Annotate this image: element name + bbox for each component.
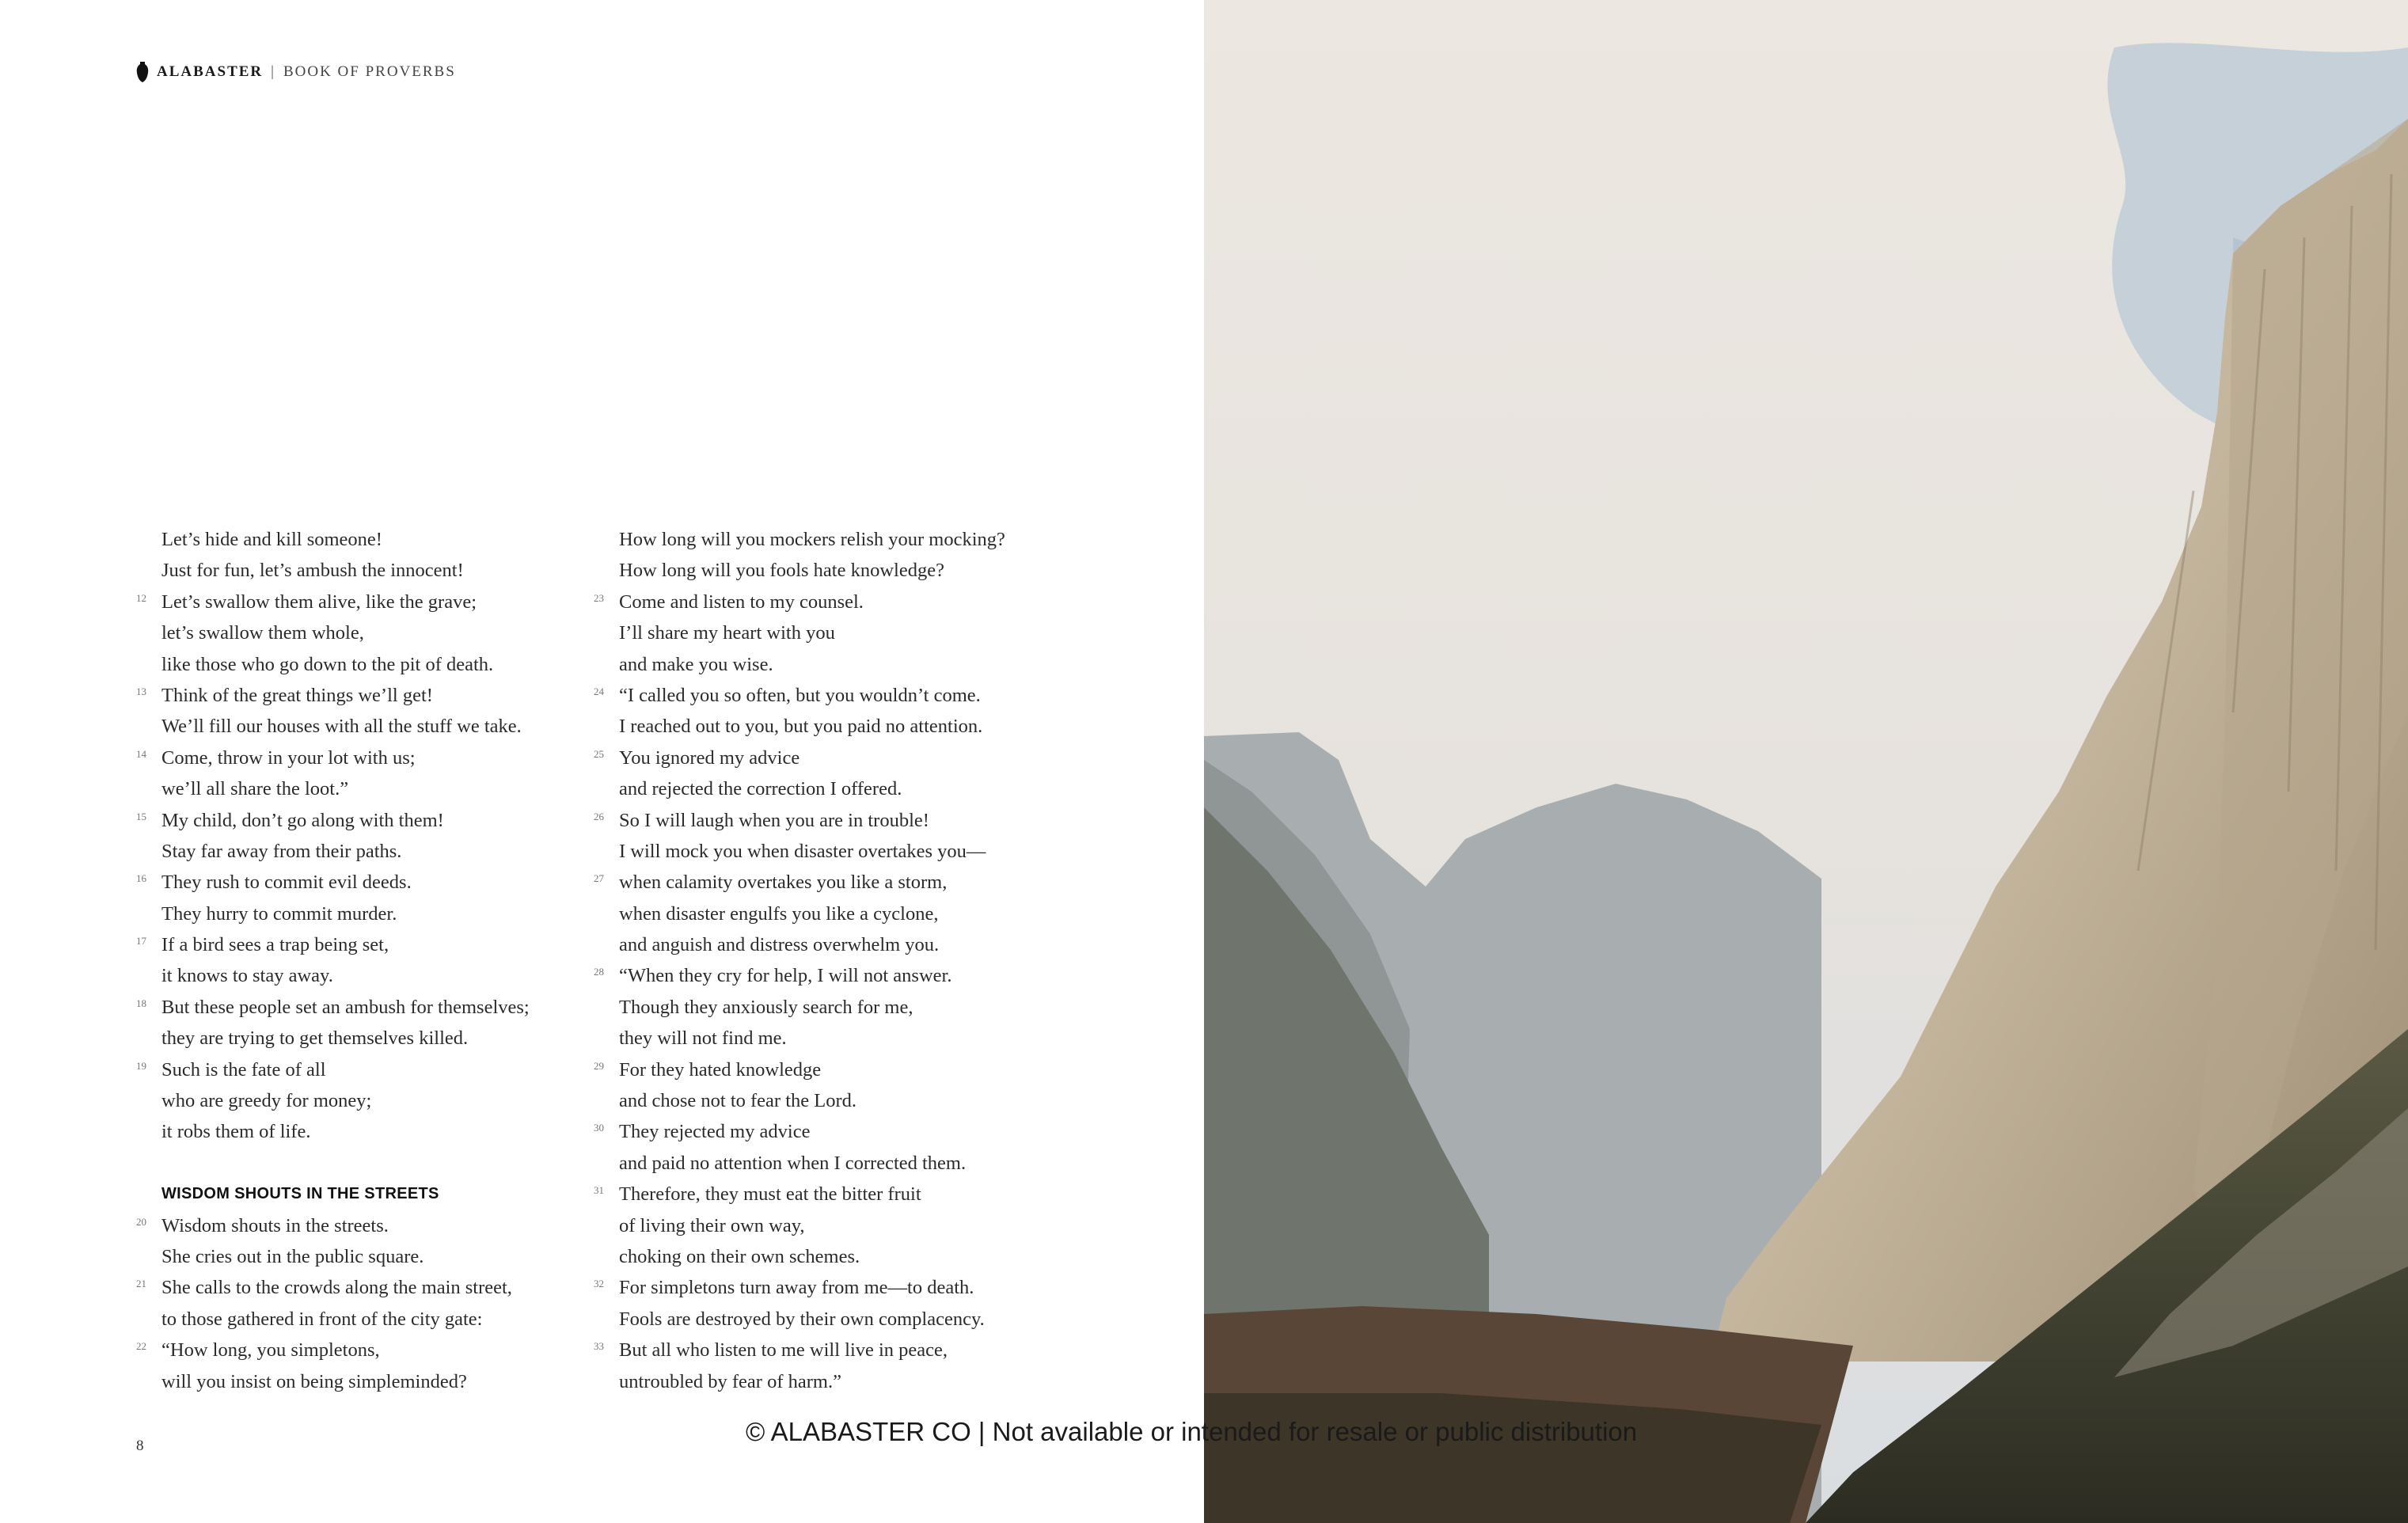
verse-number: 17 bbox=[136, 935, 146, 948]
verse-line bbox=[136, 929, 564, 960]
verse-line bbox=[136, 711, 564, 742]
verse-number: 32 bbox=[594, 1278, 604, 1290]
verse-text: So I will laugh when you are in trouble! bbox=[619, 809, 929, 831]
verse-number: 18 bbox=[136, 997, 146, 1009]
header-separator: | bbox=[271, 63, 275, 80]
verse-line bbox=[594, 1116, 1037, 1147]
verse-number: 28 bbox=[594, 966, 604, 978]
verse-text: But all who listen to me will live in peace, bbox=[619, 1339, 948, 1362]
verse-line bbox=[594, 711, 1037, 742]
verse-line bbox=[594, 1241, 1037, 1272]
verse-line bbox=[594, 992, 1037, 1023]
verse-line bbox=[594, 960, 1037, 991]
verse-text: I’ll share my heart with you bbox=[619, 622, 835, 644]
verse-number: 15 bbox=[136, 810, 146, 822]
verse-line bbox=[594, 773, 1037, 804]
verse-text: Just for fun, let’s ambush the innocent! bbox=[161, 560, 464, 582]
verse-text: How long will you fools hate knowledge? bbox=[619, 560, 944, 582]
alabaster-jar-icon bbox=[136, 62, 149, 82]
verse-line bbox=[594, 1054, 1037, 1085]
verse-text: Such is the fate of all bbox=[161, 1058, 326, 1081]
verse-number: 33 bbox=[594, 1340, 604, 1353]
verse-text: They rush to commit evil deeds. bbox=[161, 872, 412, 894]
verse-text: Stay far away from their paths. bbox=[161, 840, 402, 862]
verse-text: Wisdom shouts in the streets. bbox=[161, 1214, 389, 1236]
verse-text: it robs them of life. bbox=[161, 1121, 311, 1143]
verse-line bbox=[136, 587, 564, 617]
verse-line bbox=[136, 1116, 564, 1147]
verse-line bbox=[594, 1085, 1037, 1116]
verse-text: I reached out to you, but you paid no attention. bbox=[619, 716, 983, 738]
verse-number: 22 bbox=[136, 1340, 146, 1353]
verse-text: You ignored my advice bbox=[619, 746, 800, 769]
verse-number: 14 bbox=[136, 747, 146, 760]
verse-line bbox=[594, 836, 1037, 867]
verse-text: and paid no attention when I corrected them. bbox=[619, 1152, 967, 1174]
verse-text: and chose not to fear the Lord. bbox=[619, 1090, 857, 1112]
verse-number: 30 bbox=[594, 1122, 604, 1134]
verse-text: They hurry to commit murder. bbox=[161, 902, 397, 925]
verse-line bbox=[594, 1335, 1037, 1365]
page-number: 8 bbox=[136, 1438, 144, 1454]
section-heading: WISDOM SHOUTS IN THE STREETS bbox=[161, 1185, 439, 1203]
verse-line bbox=[594, 649, 1037, 680]
verse-line bbox=[594, 1148, 1037, 1179]
verse-text: She cries out in the public square. bbox=[161, 1245, 424, 1267]
verse-line bbox=[594, 1179, 1037, 1210]
verse-text: She calls to the crowds along the main street, bbox=[161, 1277, 512, 1299]
verse-text: “I called you so often, but you wouldn’t come. bbox=[619, 684, 981, 706]
verse-text: we’ll all share the loot.” bbox=[161, 778, 349, 800]
verse-text: I will mock you when disaster overtakes you— bbox=[619, 840, 986, 862]
verse-text: of living their own way, bbox=[619, 1214, 805, 1236]
verse-text: My child, don’t go along with them! bbox=[161, 809, 444, 831]
verse-line bbox=[136, 1210, 564, 1241]
verse-line bbox=[594, 524, 1037, 555]
verse-line bbox=[594, 1272, 1037, 1303]
verse-text: who are greedy for money; bbox=[161, 1090, 372, 1112]
verse-text: they will not find me. bbox=[619, 1027, 787, 1050]
verse-number: 13 bbox=[136, 685, 146, 697]
verse-text: untroubled by fear of harm.” bbox=[619, 1370, 841, 1392]
verse-number: 21 bbox=[136, 1278, 146, 1290]
verse-text: Fools are destroyed by their own complacency. bbox=[619, 1308, 985, 1330]
verse-text: For simpletons turn away from me—to death. bbox=[619, 1277, 974, 1299]
verse-text: We’ll fill our houses with all the stuff we take. bbox=[161, 716, 522, 738]
verse-text: when calamity overtakes you like a storm, bbox=[619, 872, 948, 894]
brand-name: ALABASTER bbox=[157, 63, 264, 80]
verse-line bbox=[136, 1366, 564, 1397]
verse-number: 29 bbox=[594, 1059, 604, 1072]
verse-line bbox=[136, 1272, 564, 1303]
section-spacer bbox=[136, 1148, 564, 1179]
verse-text: to those gathered in front of the city gate: bbox=[161, 1308, 483, 1330]
right-text-column bbox=[594, 524, 1037, 1397]
verse-text: when disaster engulfs you like a cyclone, bbox=[619, 902, 939, 925]
verse-number: 26 bbox=[594, 810, 604, 822]
verse-line bbox=[136, 992, 564, 1023]
verse-line bbox=[136, 1335, 564, 1365]
verse-line bbox=[594, 1023, 1037, 1054]
verse-number: 20 bbox=[136, 1215, 146, 1228]
verse-line bbox=[594, 1304, 1037, 1335]
verse-text: “When they cry for help, I will not answer. bbox=[619, 965, 952, 987]
verse-text: How long will you mockers relish your mocking? bbox=[619, 529, 1005, 550]
verse-text: it knows to stay away. bbox=[161, 965, 333, 987]
verse-line bbox=[136, 1054, 564, 1085]
verse-line bbox=[594, 1210, 1037, 1241]
verse-line bbox=[594, 929, 1037, 960]
verse-text: “How long, you simpletons, bbox=[161, 1339, 380, 1362]
verse-line bbox=[136, 773, 564, 804]
verse-text: let’s swallow them whole, bbox=[161, 622, 364, 644]
verse-number: 31 bbox=[594, 1184, 604, 1197]
verse-line bbox=[136, 555, 564, 586]
book-title: BOOK OF PROVERBS bbox=[283, 63, 456, 80]
verse-line bbox=[136, 898, 564, 929]
verse-line bbox=[594, 1366, 1037, 1397]
landscape-photo bbox=[1204, 0, 2408, 1523]
left-text-column bbox=[136, 524, 564, 1397]
verse-line bbox=[136, 524, 564, 555]
verse-number: 25 bbox=[594, 747, 604, 760]
verse-line bbox=[594, 743, 1037, 773]
running-header bbox=[136, 62, 456, 82]
verse-line bbox=[594, 555, 1037, 586]
verse-line bbox=[136, 617, 564, 648]
verse-text: For they hated knowledge bbox=[619, 1058, 822, 1081]
verse-text: and make you wise. bbox=[619, 653, 773, 675]
verse-number: 23 bbox=[594, 591, 604, 604]
verse-text: Let’s swallow them alive, like the grave; bbox=[161, 591, 477, 613]
verse-text: like those who go down to the pit of death. bbox=[161, 653, 494, 675]
verse-text: Though they anxiously search for me, bbox=[619, 996, 913, 1018]
verse-line bbox=[594, 805, 1037, 836]
verse-text: they are trying to get themselves killed. bbox=[161, 1027, 469, 1050]
copyright-watermark: © ALABASTER CO | Not available or intended for resale or public distribution bbox=[746, 1417, 1638, 1446]
verse-text: Let’s hide and kill someone! bbox=[161, 529, 382, 550]
verse-line bbox=[594, 867, 1037, 898]
verse-number: 27 bbox=[594, 872, 604, 885]
verse-number: 16 bbox=[136, 872, 146, 885]
verse-line bbox=[136, 960, 564, 991]
verse-line bbox=[136, 805, 564, 836]
verse-line bbox=[136, 1023, 564, 1054]
verse-line bbox=[136, 1085, 564, 1116]
verse-text: If a bird sees a trap being set, bbox=[161, 934, 389, 956]
verse-text: choking on their own schemes. bbox=[619, 1245, 860, 1267]
verse-line bbox=[594, 587, 1037, 617]
verse-line bbox=[136, 1304, 564, 1335]
verse-text: Therefore, they must eat the bitter fruit bbox=[619, 1183, 921, 1206]
verse-line bbox=[136, 836, 564, 867]
verse-line bbox=[136, 680, 564, 711]
verse-line bbox=[136, 1241, 564, 1272]
verse-number: 19 bbox=[136, 1059, 146, 1072]
verse-text: will you insist on being simpleminded? bbox=[161, 1370, 467, 1392]
verse-number: 12 bbox=[136, 591, 146, 604]
verse-text: They rejected my advice bbox=[619, 1121, 811, 1143]
verse-text: Come and listen to my counsel. bbox=[619, 591, 864, 613]
verse-line bbox=[136, 649, 564, 680]
verse-number: 24 bbox=[594, 685, 604, 697]
verse-text: and anguish and distress overwhelm you. bbox=[619, 934, 940, 956]
verse-line bbox=[136, 867, 564, 898]
verse-line bbox=[136, 743, 564, 773]
verse-line bbox=[594, 617, 1037, 648]
verse-text: But these people set an ambush for themselves; bbox=[161, 996, 530, 1018]
verse-line bbox=[594, 898, 1037, 929]
verse-text: Come, throw in your lot with us; bbox=[161, 746, 416, 769]
verse-line bbox=[594, 680, 1037, 711]
verse-text: Think of the great things we’ll get! bbox=[161, 684, 433, 706]
verse-text: and rejected the correction I offered. bbox=[619, 778, 902, 800]
